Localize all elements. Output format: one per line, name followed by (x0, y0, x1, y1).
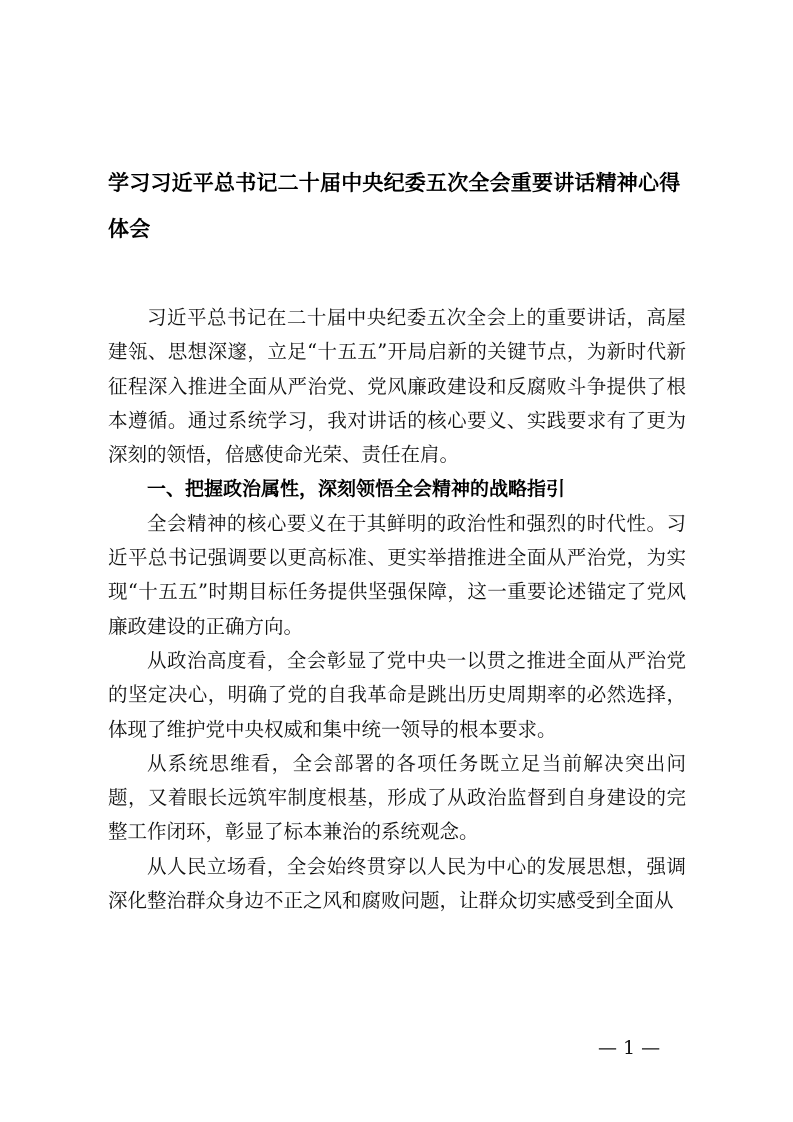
page-number: — 1 — (598, 1037, 661, 1059)
body-paragraph: 从政治高度看，全会彰显了党中央一以贯之推进全面从严治党的坚定决心，明确了党的自我革命是跳出历史周期率的必然选择，体现了维护党中央权威和集中统一领导的根本要求。 (108, 648, 686, 741)
body-paragraph: 全会精神的核心要义在于其鲜明的政治性和强烈的时代性。习近平总书记强调要以更高标准、更实举措推进全面从严治党，为实现“十五五”时期目标任务提供坚强保障，这一重要论述锚定了党风廉政建设的正确方向。 (108, 511, 686, 638)
section-heading-1: 一、把握政治属性，深刻领悟全会精神的战略指引 (147, 478, 566, 501)
intro-paragraph: 习近平总书记在二十届中央纪委五次全会上的重要讲话，高屋建瓴、思想深邃，立足“十五五”开局启新的关键节点，为新时代新征程深入推进全面从严治党、党风廉政建设和反腐败斗争提供了根本遵循。通过系统学习，我对讲话的核心要义、实践要求有了更为深刻的领悟，倍感使命光荣、责任在肩。 (108, 306, 686, 467)
body-paragraph: 从人民立场看，全会始终贯穿以人民为中心的发展思想，强调深化整治群众身边不正之风和腐败问题，让群众切实感受到全面从 (108, 854, 686, 913)
body-paragraph: 从系统思维看，全会部署的各项任务既立足当前解决突出问题，又着眼长远筑牢制度根基，形成了从政治监督到自身建设的完整工作闭环，彰显了标本兼治的系统观念。 (108, 751, 686, 844)
document-title: 学习习近平总书记二十届中央纪委五次全会重要讲话精神心得体会 (108, 171, 681, 241)
document-body (108, 301, 686, 918)
